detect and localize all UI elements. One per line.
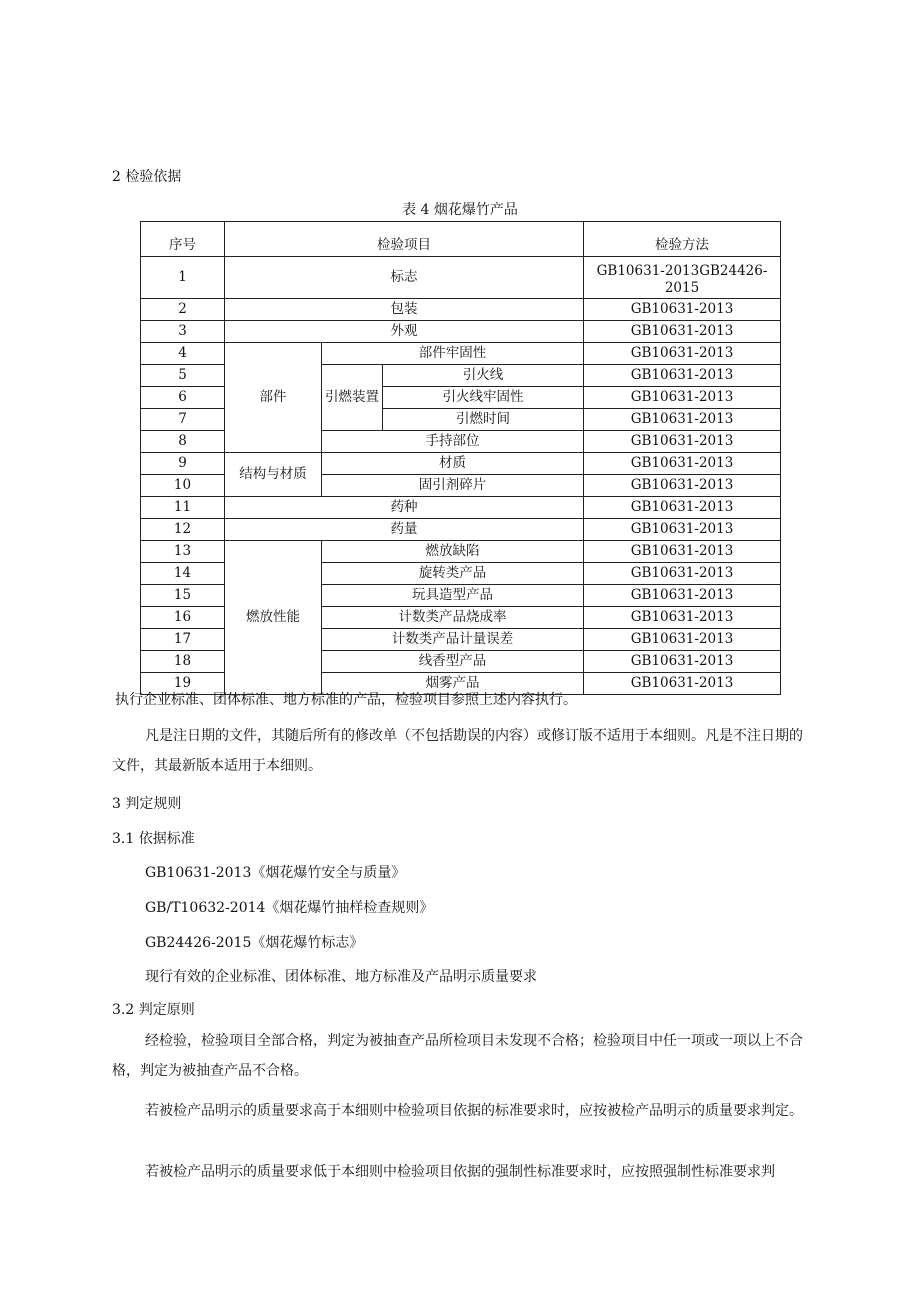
row-item: 外观 xyxy=(225,321,584,343)
row-item: 固引剂碎片 xyxy=(322,475,584,497)
principle-2: 若被检产品明示的质量要求高于本细则中检验项目依据的标准要求时，应按被检产品明示的质量要求判定。 xyxy=(145,1103,803,1119)
row-item: 燃放缺陷 xyxy=(322,541,584,563)
row-seq: 5 xyxy=(141,365,225,387)
row-method: GB10631-2013 xyxy=(584,673,781,695)
table-row xyxy=(141,497,781,519)
row-method: GB10631-2013 xyxy=(584,607,781,629)
row-item: 旋转类产品 xyxy=(322,563,584,585)
table-row xyxy=(141,343,781,365)
row-seq: 6 xyxy=(141,387,225,409)
inspection-table xyxy=(140,221,781,695)
row-seq: 13 xyxy=(141,541,225,563)
row-seq: 17 xyxy=(141,629,225,651)
row-item: 引燃时间 xyxy=(383,409,584,431)
row-item: 手持部位 xyxy=(322,431,584,453)
principle-3: 若被检产品明示的质量要求低于本细则中检验项目依据的强制性标准要求时，应按照强制性标准要求判 xyxy=(145,1164,775,1180)
row-method: GB10631-2013 xyxy=(584,651,781,673)
table-header-row xyxy=(141,222,781,257)
row-method: GB10631-2013 xyxy=(584,585,781,607)
row-item: 计数类产品烧成率 xyxy=(322,607,584,629)
row-seq: 1 xyxy=(141,257,225,299)
table-row xyxy=(141,453,781,475)
row-method: GB10631-2013 xyxy=(584,629,781,651)
group-parts: 部件 xyxy=(225,343,322,453)
row-method: GB10631-2013 xyxy=(584,453,781,475)
row-item: 引火线 xyxy=(383,365,584,387)
row-method: GB10631-2013 xyxy=(584,497,781,519)
table-row xyxy=(141,299,781,321)
table-row xyxy=(141,257,781,299)
section-3-2-heading: 3.2 判定原则 xyxy=(112,1002,195,1018)
row-item: 药种 xyxy=(225,497,584,519)
row-seq: 14 xyxy=(141,563,225,585)
row-seq: 4 xyxy=(141,343,225,365)
row-method: GB10631-2013 xyxy=(584,563,781,585)
row-method: GB10631-2013 xyxy=(584,299,781,321)
row-seq: 7 xyxy=(141,409,225,431)
row-method: GB10631-2013 xyxy=(584,387,781,409)
row-item: 标志 xyxy=(225,257,584,299)
row-seq: 2 xyxy=(141,299,225,321)
row-method: GB10631-2013 xyxy=(584,431,781,453)
row-seq: 16 xyxy=(141,607,225,629)
standard-item: GB24426-2015《烟花爆竹标志》 xyxy=(145,935,364,951)
header-method: 检验方法 xyxy=(584,222,781,257)
row-item: 部件牢固性 xyxy=(322,343,584,365)
row-seq: 19 xyxy=(141,673,225,695)
table-caption: 表 4 烟花爆竹产品 xyxy=(402,202,518,218)
row-method: GB10631-2013 xyxy=(584,409,781,431)
group-ignition: 引燃装置 xyxy=(322,365,383,431)
table-row xyxy=(141,519,781,541)
para-dated-docs: 凡是注日期的文件，其随后所有的修改单（不包括勘误的内容）或修订版不适用于本细则。凡是不注日期的文件，其最新版本适用于本细则。 xyxy=(112,728,803,774)
row-seq: 10 xyxy=(141,475,225,497)
table-row xyxy=(141,541,781,563)
row-item: 药量 xyxy=(225,519,584,541)
row-seq: 15 xyxy=(141,585,225,607)
note-line: 执行企业标准、团体标准、地方标准的产品，检验项目参照上述内容执行。 xyxy=(115,692,577,708)
row-method: GB10631-2013 xyxy=(584,541,781,563)
row-seq: 11 xyxy=(141,497,225,519)
row-seq: 8 xyxy=(141,431,225,453)
row-method: GB10631-2013 xyxy=(584,519,781,541)
section-3-1-heading: 3.1 依据标准 xyxy=(112,831,195,847)
row-item: 烟雾产品 xyxy=(322,673,584,695)
row-seq: 9 xyxy=(141,453,225,475)
row-seq: 18 xyxy=(141,651,225,673)
row-seq: 3 xyxy=(141,321,225,343)
table-row xyxy=(141,321,781,343)
group-structure: 结构与材质 xyxy=(225,453,322,497)
row-method: GB10631-2013 xyxy=(584,321,781,343)
principle-1: 经检验，检验项目全部合格，判定为被抽查产品所检项目未发现不合格；检验项目中任一项或一项以上不合格，判定为被抽查产品不合格。 xyxy=(112,1033,803,1079)
row-item: 玩具造型产品 xyxy=(322,585,584,607)
row-seq: 12 xyxy=(141,519,225,541)
row-item: 包装 xyxy=(225,299,584,321)
standard-item: 现行有效的企业标准、团体标准、地方标准及产品明示质量要求 xyxy=(145,969,537,985)
row-item: 线香型产品 xyxy=(322,651,584,673)
row-item: 计数类产品计量误差 xyxy=(322,629,584,651)
section-3-heading: 3 判定规则 xyxy=(112,796,182,812)
group-burning: 燃放性能 xyxy=(225,541,322,695)
standard-item: GB/T10632-2014《烟花爆竹抽样检查规则》 xyxy=(145,900,434,916)
header-item: 检验项目 xyxy=(225,222,584,257)
row-method: GB10631-2013 xyxy=(584,365,781,387)
section-2-heading: 2 检验依据 xyxy=(112,169,182,185)
row-item: 材质 xyxy=(322,453,584,475)
header-seq: 序号 xyxy=(141,222,225,257)
row-method: GB10631-2013 xyxy=(584,475,781,497)
row-item: 引火线牢固性 xyxy=(383,387,584,409)
standard-item: GB10631-2013《烟花爆竹安全与质量》 xyxy=(145,865,406,881)
row-method: GB10631-2013GB24426-2015 xyxy=(584,257,781,299)
row-method: GB10631-2013 xyxy=(584,343,781,365)
